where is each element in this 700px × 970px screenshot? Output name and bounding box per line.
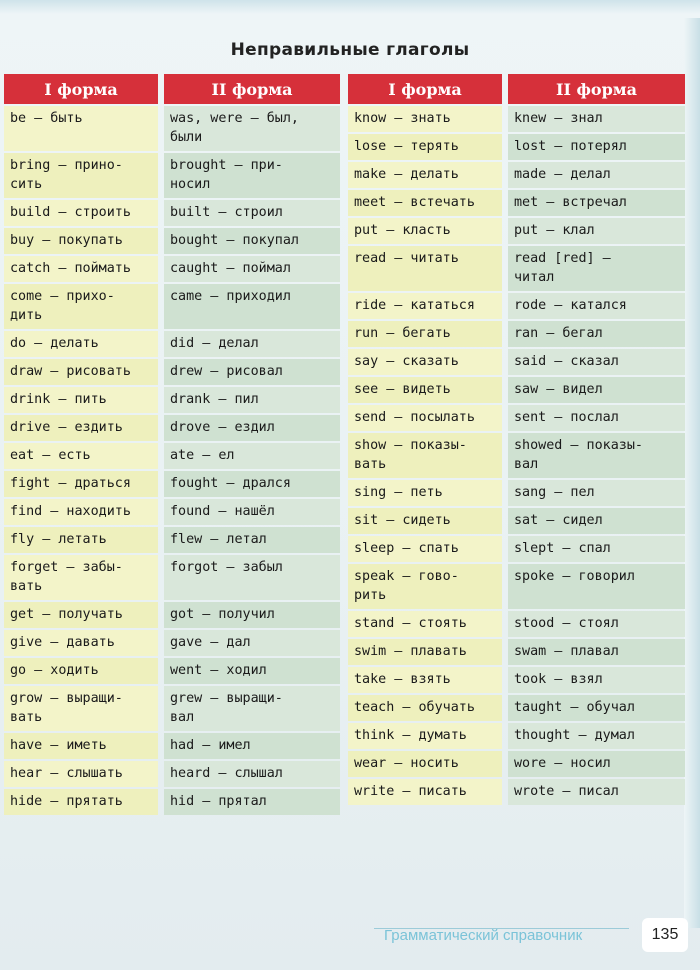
verb-form2-cell: drew — рисовал [164, 359, 340, 385]
verbs-table-right [348, 74, 685, 807]
table-row [348, 751, 685, 777]
verb-form2-cell: had — имел [164, 733, 340, 759]
table-row [4, 686, 340, 731]
verb-form2-cell: made — делал [508, 162, 685, 188]
verb-form1-cell: swim — плавать [348, 639, 502, 665]
verb-form2-cell: taught — обучал [508, 695, 685, 721]
verbs-table-left [4, 74, 340, 817]
table-row [4, 200, 340, 226]
verb-form1-cell: find — находить [4, 499, 158, 525]
verb-form2-cell: spoke — говорил [508, 564, 685, 609]
verb-form2-cell: flew — летал [164, 527, 340, 553]
verb-form2-cell: thought — думал [508, 723, 685, 749]
rows-left [4, 106, 340, 815]
verb-form2-cell: wrote — писал [508, 779, 685, 805]
verb-form2-cell: bought — покупал [164, 228, 340, 254]
verb-form2-cell: gave — дал [164, 630, 340, 656]
verb-form2-cell: sat — сидел [508, 508, 685, 534]
table-row [348, 377, 685, 403]
verb-form1-cell: do — делать [4, 331, 158, 357]
page-title: Неправильные глаголы [230, 40, 470, 60]
verb-form1-cell: drive — ездить [4, 415, 158, 441]
verb-form2-cell: rode — катался [508, 293, 685, 319]
verb-form1-cell: hear — слышать [4, 761, 158, 787]
verb-form2-cell: brought — при- носил [164, 153, 340, 198]
verb-form2-cell: hid — прятал [164, 789, 340, 815]
verb-form1-cell: know — знать [348, 106, 502, 132]
verb-form1-cell: buy — покупать [4, 228, 158, 254]
verb-form1-cell: be — быть [4, 106, 158, 151]
verb-form1-cell: give — давать [4, 630, 158, 656]
verb-form2-cell: swam — плавал [508, 639, 685, 665]
table-row [4, 228, 340, 254]
verb-form2-cell: did — делал [164, 331, 340, 357]
verb-form1-cell: read — читать [348, 246, 502, 291]
table-row [348, 779, 685, 805]
verb-form1-cell: wear — носить [348, 751, 502, 777]
table-row [348, 349, 685, 375]
verb-form2-cell: came — приходил [164, 284, 340, 329]
table-row [4, 499, 340, 525]
table-row [4, 443, 340, 469]
verb-form2-cell: stood — стоял [508, 611, 685, 637]
verb-form1-cell: build — строить [4, 200, 158, 226]
table-row [4, 359, 340, 385]
table-row [348, 723, 685, 749]
table-row [4, 106, 340, 151]
verb-form2-cell: fought — дрался [164, 471, 340, 497]
table-row [4, 789, 340, 815]
table-row [348, 106, 685, 132]
verb-form1-cell: run — бегать [348, 321, 502, 347]
verb-form1-cell: grow — выращи- вать [4, 686, 158, 731]
verb-form1-cell: sing — петь [348, 480, 502, 506]
header-form1: I форма [348, 74, 502, 104]
verb-form1-cell: take — взять [348, 667, 502, 693]
table-row [4, 256, 340, 282]
verb-form2-cell: took — взял [508, 667, 685, 693]
right-page-edge [684, 18, 700, 928]
table-row [348, 246, 685, 291]
verb-form1-cell: get — получать [4, 602, 158, 628]
verb-form1-cell: eat — есть [4, 443, 158, 469]
table-row [348, 695, 685, 721]
page-number: 135 [642, 918, 688, 952]
footer-section-title: Грамматический справочник [384, 927, 583, 944]
verb-form1-cell: sleep — спать [348, 536, 502, 562]
table-row [4, 415, 340, 441]
table-row [4, 284, 340, 329]
table-row [348, 162, 685, 188]
verb-form1-cell: draw — рисовать [4, 359, 158, 385]
verb-form2-cell: sent — послал [508, 405, 685, 431]
verb-form2-cell: saw — видел [508, 377, 685, 403]
verb-form2-cell: caught — поймал [164, 256, 340, 282]
table-row [348, 508, 685, 534]
verb-form1-cell: go — ходить [4, 658, 158, 684]
verb-form1-cell: write — писать [348, 779, 502, 805]
table-row [348, 564, 685, 609]
table-row [4, 602, 340, 628]
verb-form1-cell: speak — гово- рить [348, 564, 502, 609]
verb-form1-cell: think — думать [348, 723, 502, 749]
verb-form1-cell: hide — прятать [4, 789, 158, 815]
table-row [348, 405, 685, 431]
verb-form1-cell: come — прихо- дить [4, 284, 158, 329]
verb-form2-cell: ate — ел [164, 443, 340, 469]
table-row [4, 331, 340, 357]
verb-form2-cell: said — сказал [508, 349, 685, 375]
table-row [348, 218, 685, 244]
table-row [348, 433, 685, 478]
verb-form2-cell: knew — знал [508, 106, 685, 132]
verb-form2-cell: found — нашёл [164, 499, 340, 525]
verb-form2-cell: built — строил [164, 200, 340, 226]
verb-form2-cell: heard — слышал [164, 761, 340, 787]
verb-form2-cell: went — ходил [164, 658, 340, 684]
verb-form1-cell: sit — сидеть [348, 508, 502, 534]
verb-form2-cell: ran — бегал [508, 321, 685, 347]
table-row [348, 536, 685, 562]
verb-form1-cell: send — посылать [348, 405, 502, 431]
verb-form2-cell: showed — показы- вал [508, 433, 685, 478]
verb-form2-cell: drove — ездил [164, 415, 340, 441]
verb-form1-cell: put — класть [348, 218, 502, 244]
verb-form2-cell: put — клал [508, 218, 685, 244]
verb-form1-cell: make — делать [348, 162, 502, 188]
table-row [348, 321, 685, 347]
table-row [4, 761, 340, 787]
table-row [4, 471, 340, 497]
table-row [4, 153, 340, 198]
verb-form2-cell: slept — спал [508, 536, 685, 562]
verb-form2-cell: sang — пел [508, 480, 685, 506]
table-row [4, 733, 340, 759]
header-form2: II форма [164, 74, 340, 104]
top-edge [0, 0, 700, 14]
verb-form1-cell: fight — драться [4, 471, 158, 497]
verb-form2-cell: lost — потерял [508, 134, 685, 160]
table-row [4, 555, 340, 600]
header-form2: II форма [508, 74, 685, 104]
rows-right [348, 106, 685, 805]
verb-form1-cell: teach — обучать [348, 695, 502, 721]
verb-form2-cell: drank — пил [164, 387, 340, 413]
verb-form1-cell: stand — стоять [348, 611, 502, 637]
verb-form1-cell: catch — поймать [4, 256, 158, 282]
table-row [348, 639, 685, 665]
verb-form2-cell: got — получил [164, 602, 340, 628]
verb-form1-cell: meet — встечать [348, 190, 502, 216]
table-row [348, 480, 685, 506]
table-header-right [348, 74, 685, 104]
verb-form1-cell: bring — прино- сить [4, 153, 158, 198]
verb-form1-cell: have — иметь [4, 733, 158, 759]
verb-form1-cell: fly — летать [4, 527, 158, 553]
table-row [4, 527, 340, 553]
verb-form1-cell: ride — кататься [348, 293, 502, 319]
verb-form1-cell: forget — забы- вать [4, 555, 158, 600]
table-row [4, 658, 340, 684]
table-row [348, 134, 685, 160]
verb-form1-cell: lose — терять [348, 134, 502, 160]
verb-form2-cell: read [red] — читал [508, 246, 685, 291]
verb-form2-cell: forgot — забыл [164, 555, 340, 600]
verb-form2-cell: wore — носил [508, 751, 685, 777]
table-row [348, 293, 685, 319]
verb-form1-cell: say — сказать [348, 349, 502, 375]
table-row [348, 667, 685, 693]
table-header-left [4, 74, 340, 104]
verb-form1-cell: show — показы- вать [348, 433, 502, 478]
verb-form2-cell: met — встречал [508, 190, 685, 216]
verb-form2-cell: grew — выращи- вал [164, 686, 340, 731]
header-form1: I форма [4, 74, 158, 104]
table-row [4, 387, 340, 413]
verb-form1-cell: see — видеть [348, 377, 502, 403]
verb-form2-cell: was, were — был, были [164, 106, 340, 151]
table-row [348, 611, 685, 637]
table-row [348, 190, 685, 216]
verb-form1-cell: drink — пить [4, 387, 158, 413]
table-row [4, 630, 340, 656]
